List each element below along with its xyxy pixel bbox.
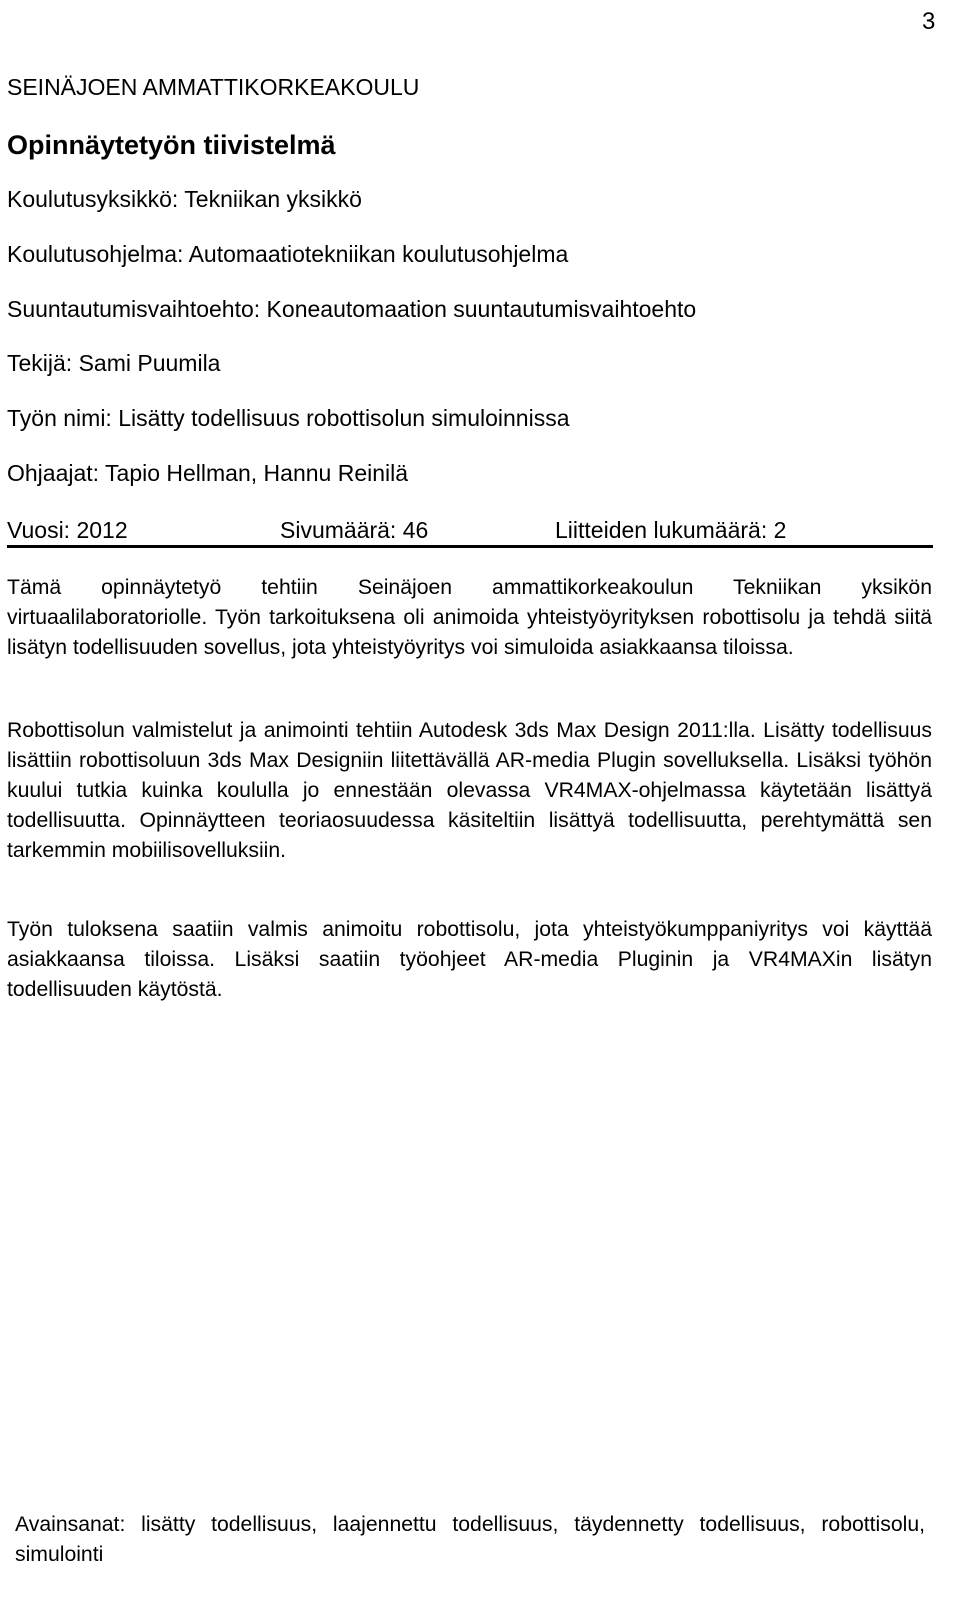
page-title: Opinnäytetyön tiivistelmä [7, 130, 336, 160]
unit-line: Koulutusyksikkö: Tekniikan yksikkö [7, 186, 362, 212]
supervisors-line: Ohjaajat: Tapio Hellman, Hannu Reinilä [7, 460, 409, 486]
info-row [7, 517, 933, 548]
author-line: Tekijä: Sami Puumila [7, 350, 221, 376]
specialisation-line: Suuntautumisvaihtoehto: Koneautomaation suuntautumisvaihtoehto [7, 296, 697, 322]
abstract-paragraph-1: Tämä opinnäytetyö tehtiin Seinäjoen ammattikorkeakoulun Tekniikan yksikön virtuaalilaboratoriolle. Työn tarkoituksena oli animoida yhteistyöyrityksen robottisolu ja tehdä siitä lisätyn todellisuuden sovellus, jota yhteistyöyritys voi simuloida asiakkaansa tiloissa. [7, 576, 932, 659]
attachments-count-field: Liitteiden lukumäärä: 2 [555, 517, 787, 543]
thesis-name-line: Työn nimi: Lisätty todellisuus robottisolun simuloinnissa [7, 405, 570, 431]
abstract-paragraph-3: Työn tuloksena saatiin valmis animoitu robottisolu, jota yhteistyökumppaniyritys voi käyttää asiakkaansa tiloissa. Lisäksi saatiin työohjeet AR-media Pluginin ja VR4MAXin lisätyn todellisuuden käytöstä. [7, 918, 932, 1001]
programme-line: Koulutusohjelma: Automaatiotekniikan koulutusohjelma [7, 241, 569, 267]
page-count-field: Sivumäärä: 46 [280, 517, 429, 543]
keywords: Avainsanat: lisätty todellisuus, laajennettu todellisuus, täydennetty todellisuus, robottisolu, simulointi [15, 1513, 925, 1566]
year-field: Vuosi: 2012 [7, 517, 128, 543]
institution-name: SEINÄJOEN AMMATTIKORKEAKOULU [7, 74, 420, 100]
abstract-paragraph-2: Robottisolun valmistelut ja animointi tehtiin Autodesk 3ds Max Design 2011:lla. Lisätty todellisuus lisättiin robottisoluun 3ds Max Designiin liitettävällä AR-media Plugin sovelluksella. Lisäksi työhön kuului tutkia kuinka koululla jo ennestään olevassa VR4MAX-ohjelmassa käytetään lisättyä todellisuutta. Opinnäytteen teoriaosuudessa käsiteltiin lisättyä todellisuutta, perehtymättä sen tarkemmin mobiilisovelluksiin. [7, 719, 932, 862]
page-number: 3 [922, 8, 936, 35]
